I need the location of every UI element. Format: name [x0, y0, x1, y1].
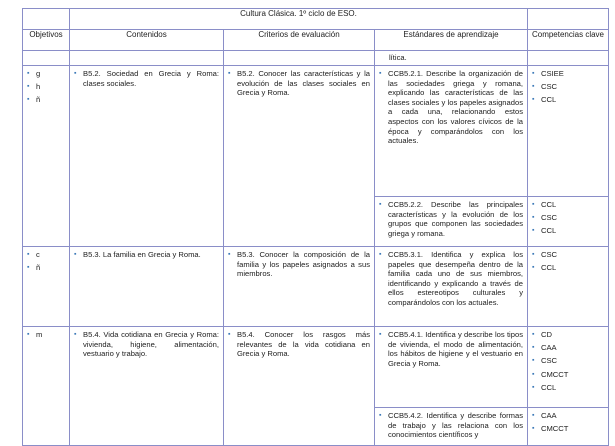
list-item: ▪ CMCCT	[532, 370, 604, 380]
list-item: ▪ h	[27, 82, 65, 92]
list-item: ▪ m	[27, 330, 65, 340]
estandar-cell	[375, 66, 528, 197]
list-item: ▪ ñ	[27, 95, 65, 105]
list-item: ▪ c	[27, 250, 65, 260]
contenidos-cell	[70, 247, 224, 327]
list-item: ▪ CCB5.3.1. Identifica y explica los papeles que desempeña dentro de la familia cada uno de sus miembros, identificando y explicando a través de ellos estereotipos culturales y comparándolos con los actuales.	[379, 250, 523, 308]
objetivos-cell	[23, 327, 70, 446]
criterios-cell	[224, 247, 375, 327]
continuation-row	[23, 51, 609, 66]
competencias-cell	[528, 327, 609, 408]
title-blank-left	[23, 9, 70, 30]
title-row	[23, 9, 609, 30]
criterios-cell	[224, 66, 375, 247]
list-item: ▪ CSC	[532, 250, 604, 260]
list-item: ▪ B5.3. Conocer la composición de la familia y los papeles asignados a sus miembros.	[228, 250, 370, 279]
estandar-cell	[375, 247, 528, 327]
curriculum-table	[22, 8, 609, 446]
list-item: ▪ B5.2. Conocer las características y la evolución de las clases sociales en Grecia y Roma.	[228, 69, 370, 98]
list-item: ▪ CCB5.2.2. Describe las principales características y la evolución de los grupos que componen las sociedades griega y romana.	[379, 200, 523, 238]
list-item: ▪ CSC	[532, 82, 604, 92]
list-item: ▪ CCB5.4.2. Identifica y describe formas de trabajo y las relaciona con los conocimientos científicos y	[379, 411, 523, 440]
list-item: ▪ g	[27, 69, 65, 79]
list-item: ▪ CCL	[532, 95, 604, 105]
table-row	[23, 327, 609, 408]
list-item: ▪ CCL	[532, 383, 604, 393]
table-row	[23, 66, 609, 197]
header-criterios: Criterios de evaluación	[224, 30, 375, 51]
list-item: ▪ B5.3. La familia en Grecia y Roma.	[74, 250, 219, 260]
continuation-text: lítica.	[389, 53, 407, 62]
list-item: ▪ CSIEE	[532, 69, 604, 79]
competencias-cell	[528, 66, 609, 197]
header-contenidos: Contenidos	[70, 30, 224, 51]
table-row	[23, 247, 609, 327]
header-row	[23, 30, 609, 51]
header-competencias: Competencias clave	[528, 30, 609, 51]
list-item: ▪ CCL	[532, 226, 604, 236]
estandar-cell	[375, 408, 528, 446]
estandar-cell	[375, 197, 528, 247]
title-blank-right	[528, 9, 609, 30]
list-item: ▪ CAA	[532, 411, 604, 421]
list-item: ▪ B5.4. Vida cotidiana en Grecia y Roma: vivienda, higiene, alimentación, vestuario y trabajo.	[74, 330, 219, 359]
competencias-cell	[528, 197, 609, 247]
list-item: ▪ CSC	[532, 213, 604, 223]
table-title: Cultura Clásica. 1º ciclo de ESO.	[70, 9, 528, 30]
list-item: ▪ B5.4. Conocer los rasgos más relevantes de la vida cotidiana en Grecia y Roma.	[228, 330, 370, 359]
criterios-cell	[224, 327, 375, 446]
list-item: ▪ CCB5.2.1. Describe la organización de las sociedades griega y romana, explicando las características de las clases sociales y los papeles asignados a cada una, relacionando estos aspectos con los valores cívicos de la época y comparándolos con los actuales.	[379, 69, 523, 146]
list-item: ▪ CCL	[532, 200, 604, 210]
list-item: ▪ CD	[532, 330, 604, 340]
objetivos-cell	[23, 66, 70, 247]
list-item: ▪ CMCCT	[532, 424, 604, 434]
list-item: ▪ B5.2. Sociedad en Grecia y Roma: clases sociales.	[74, 69, 219, 88]
estandar-cell	[375, 327, 528, 408]
competencias-cell	[528, 408, 609, 446]
contenidos-cell	[70, 327, 224, 446]
list-item: ▪ ñ	[27, 263, 65, 273]
list-item: ▪ CAA	[532, 343, 604, 353]
header-objetivos: Objetivos	[23, 30, 70, 51]
list-item: ▪ CSC	[532, 356, 604, 366]
contenidos-cell	[70, 66, 224, 247]
header-estandares: Estándares de aprendizaje	[375, 30, 528, 51]
competencias-cell	[528, 247, 609, 327]
list-item: ▪ CCL	[532, 263, 604, 273]
list-item: ▪ CCB5.4.1. Identifica y describe los tipos de vivienda, el modo de alimentación, los hábitos de higiene y el vestuario en Grecia y Roma.	[379, 330, 523, 368]
objetivos-cell	[23, 247, 70, 327]
